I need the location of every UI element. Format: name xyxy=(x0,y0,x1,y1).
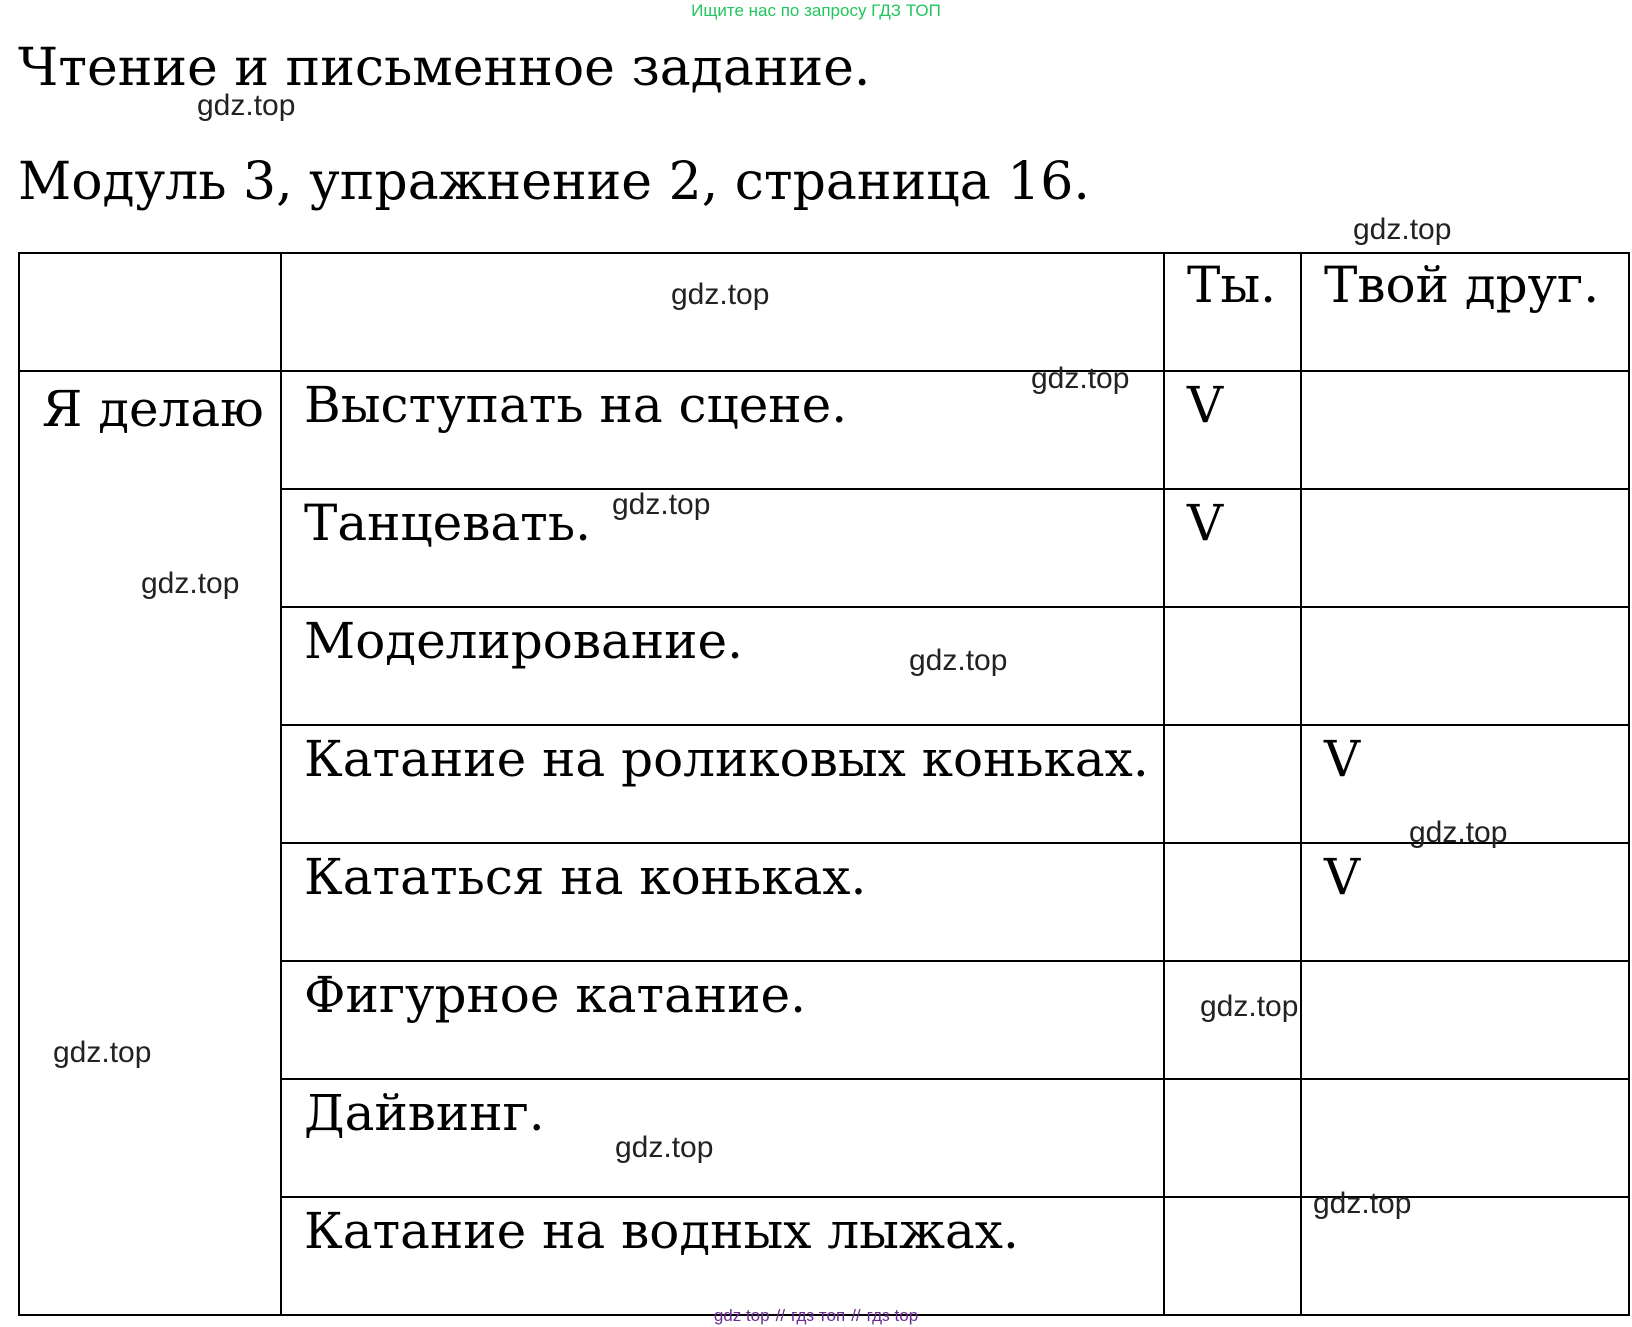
footer-link-gdz-top[interactable]: gdz top xyxy=(713,1306,770,1325)
watermark: gdz.top xyxy=(909,644,1008,677)
friend-mark: V xyxy=(1301,843,1629,961)
table-header-row xyxy=(19,253,1629,371)
page-title: Чтение и письменное задание. xyxy=(18,38,871,98)
header-friend: Твой друг. xyxy=(1301,253,1629,371)
you-mark xyxy=(1164,607,1301,725)
watermark: gdz.top xyxy=(1353,213,1452,246)
watermark: gdz.top xyxy=(197,89,296,122)
watermark: gdz.top xyxy=(1031,362,1130,395)
activity-cell: Катание на водных лыжах. xyxy=(281,1197,1164,1315)
friend-mark: V xyxy=(1301,725,1629,843)
friend-mark xyxy=(1301,1079,1629,1197)
activity-table xyxy=(18,252,1630,1316)
friend-mark xyxy=(1301,961,1629,1079)
header-activity-cell xyxy=(281,253,1164,371)
footer-separator: // xyxy=(775,1306,786,1325)
you-mark xyxy=(1164,1079,1301,1197)
friend-mark xyxy=(1301,489,1629,607)
you-mark xyxy=(1164,1197,1301,1315)
watermark: gdz.top xyxy=(671,278,770,311)
watermark: gdz.top xyxy=(141,567,240,600)
you-mark xyxy=(1164,725,1301,843)
watermark: gdz.top xyxy=(1313,1187,1412,1220)
activity-cell: Танцевать. xyxy=(281,489,1164,607)
activity-cell: Фигурное катание. xyxy=(281,961,1164,1079)
watermark: gdz.top xyxy=(612,488,711,521)
activity-cell: Выступать на сцене. xyxy=(281,371,1164,489)
footer-separator: // xyxy=(851,1306,861,1325)
watermark: gdz.top xyxy=(1200,990,1299,1023)
watermark: gdz.top xyxy=(53,1036,152,1069)
activity-cell: Катание на роликовых коньках. xyxy=(281,725,1164,843)
footer-link-gdz-top-mixed[interactable]: гдз top xyxy=(866,1306,919,1325)
you-mark: V xyxy=(1164,489,1301,607)
watermark: gdz.top xyxy=(615,1131,714,1164)
activity-cell: Моделирование. xyxy=(281,607,1164,725)
row-label-i-do: Я делаю xyxy=(19,371,281,1315)
exercise-subtitle: Модуль 3, упражнение 2, страница 16. xyxy=(18,152,1090,212)
activity-cell: Кататься на коньках. xyxy=(281,843,1164,961)
table-row xyxy=(19,371,1629,489)
friend-mark xyxy=(1301,607,1629,725)
you-mark: V xyxy=(1164,371,1301,489)
header-blank-cell xyxy=(19,253,281,371)
header-you: Ты. xyxy=(1164,253,1301,371)
friend-mark xyxy=(1301,371,1629,489)
watermark: gdz.top xyxy=(1409,816,1508,849)
activity-cell: Дайвинг. xyxy=(281,1079,1164,1197)
you-mark xyxy=(1164,843,1301,961)
search-hint-link[interactable]: Ищите нас по запросу ГДЗ ТОП xyxy=(691,1,941,20)
footer-links xyxy=(0,1306,1632,1326)
footer-link-gdz-top-ru[interactable]: гдз топ xyxy=(791,1306,846,1325)
